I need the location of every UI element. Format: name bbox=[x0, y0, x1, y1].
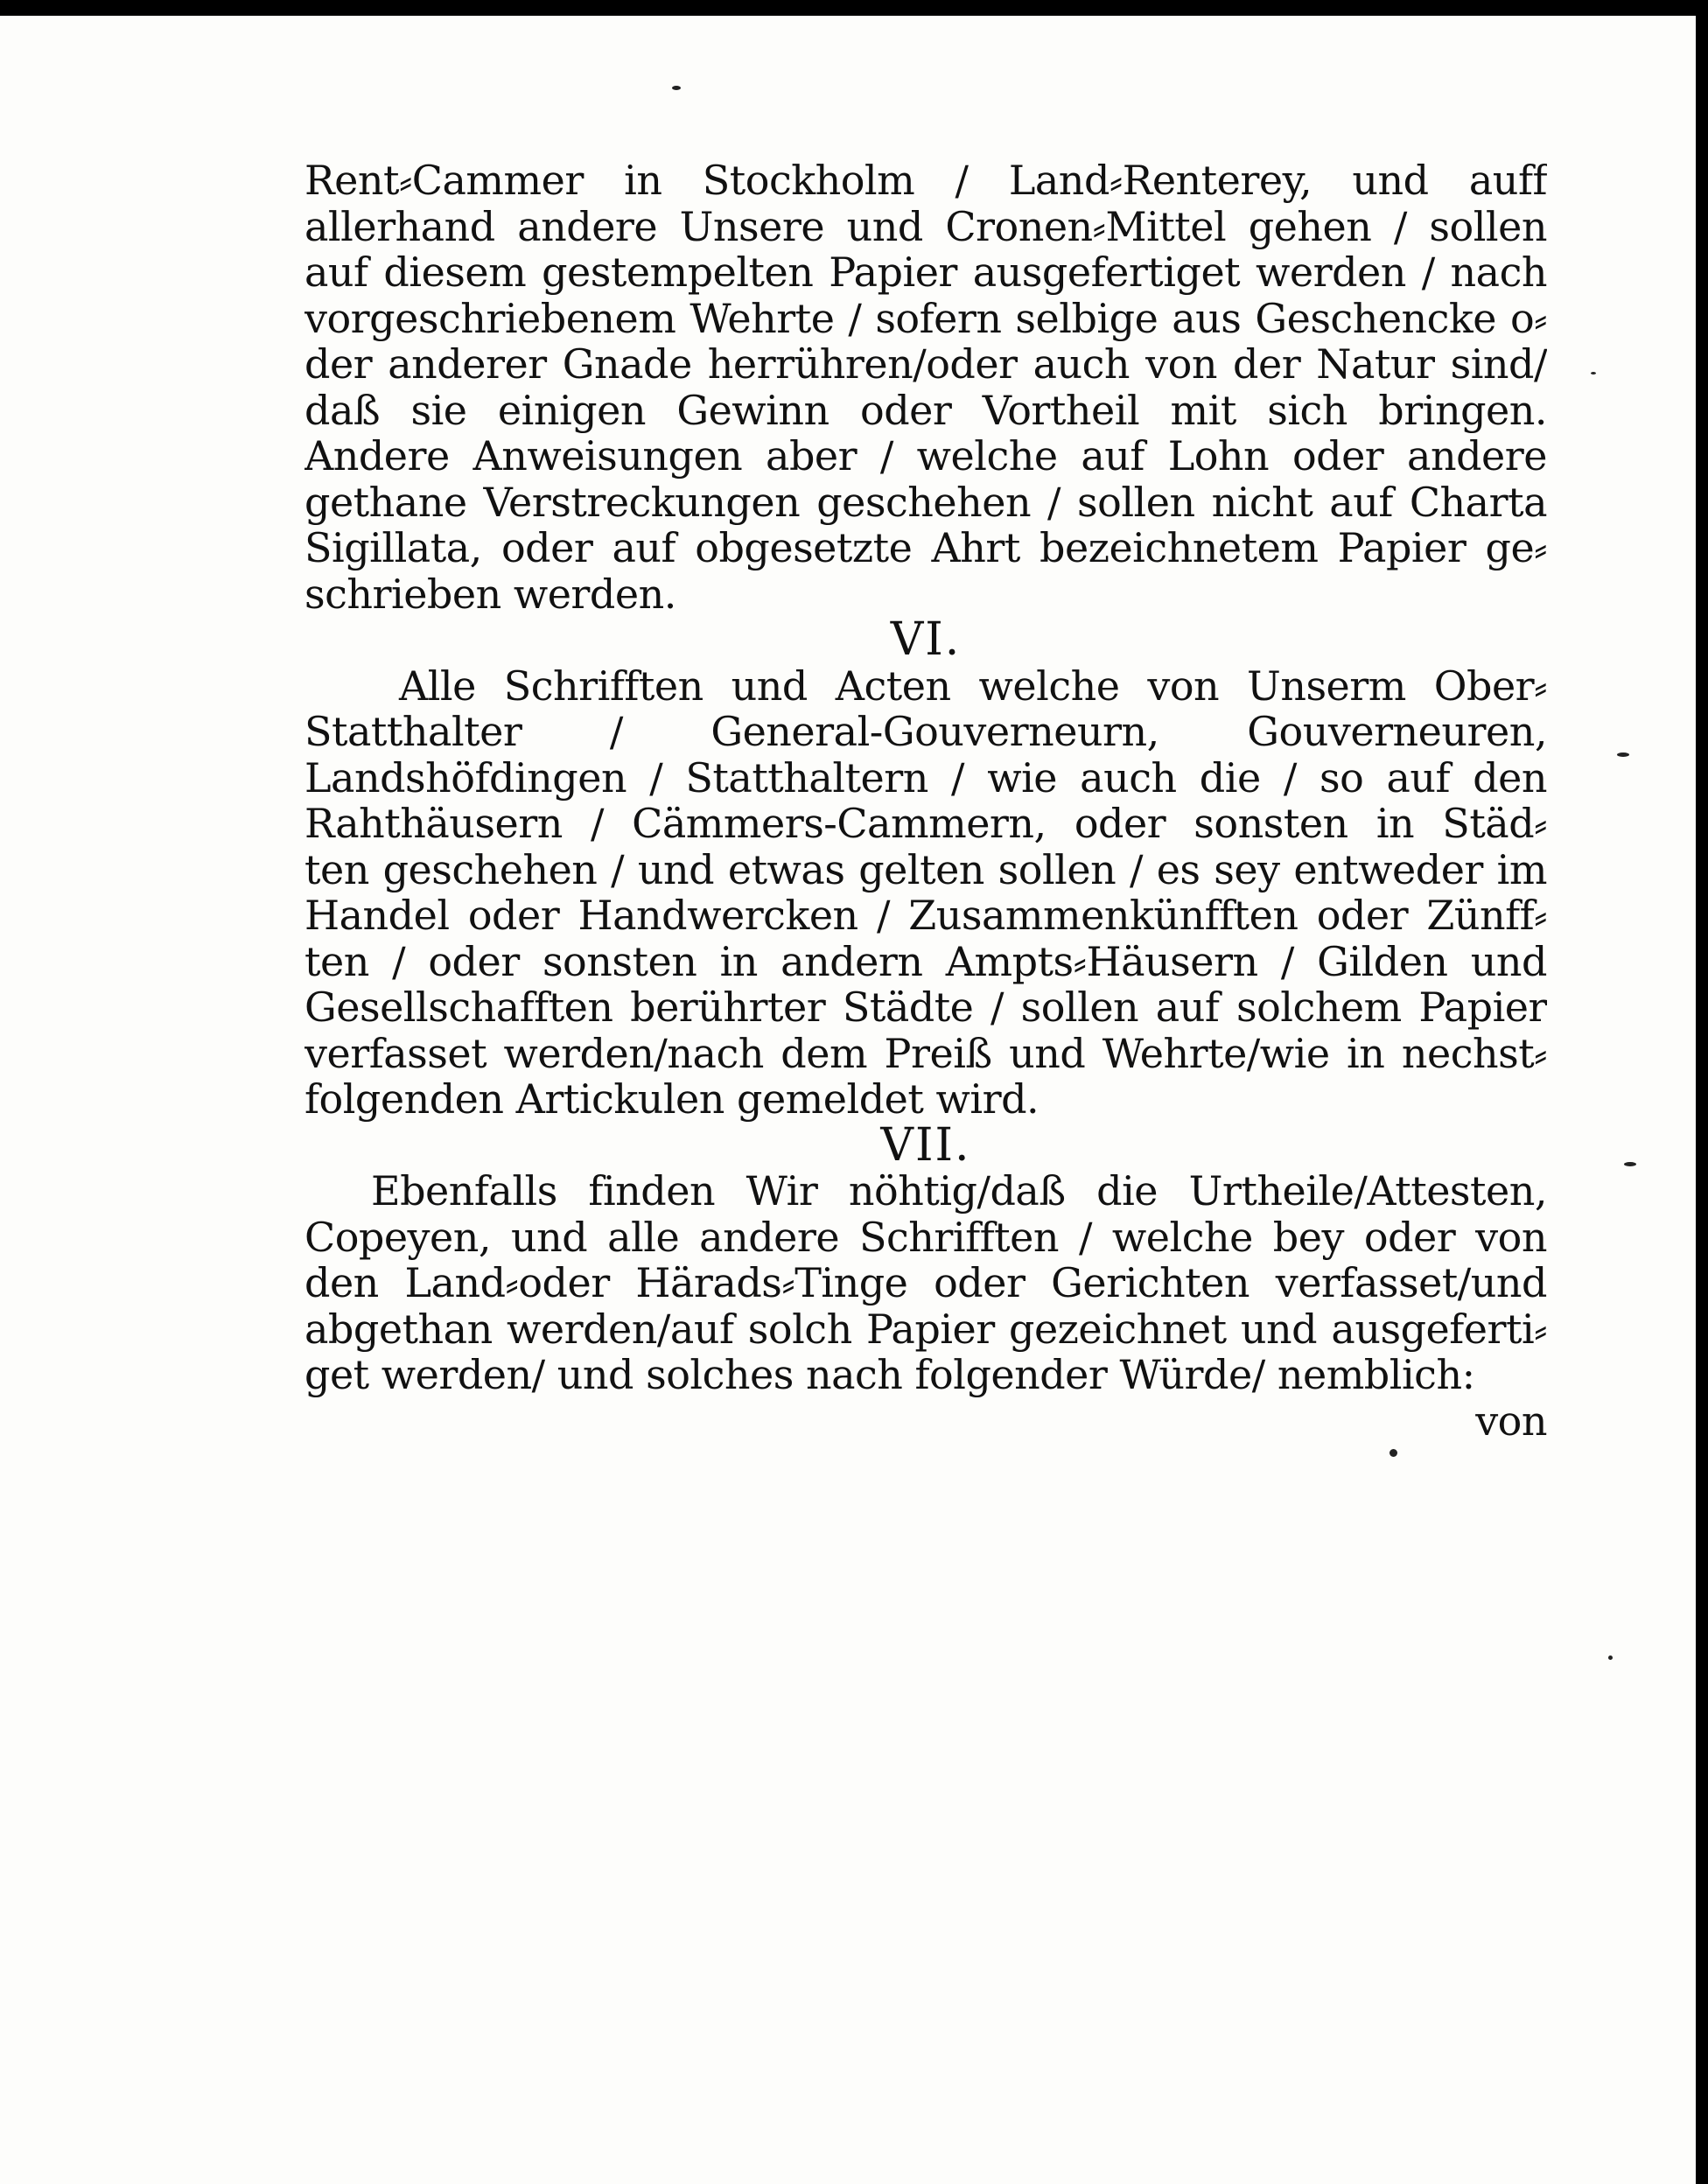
text-line: ten / oder sonsten in andern Ampts⸗Häusern / Gilden und bbox=[304, 938, 1547, 984]
ink-speck bbox=[1390, 1449, 1397, 1457]
text-line: abgethan werden/auf solch Papier gezeichnet und ausgeferti⸗ bbox=[304, 1306, 1547, 1352]
text-line: der anderer Gnade herrühren/oder auch von der Natur sind/ bbox=[304, 341, 1547, 388]
ink-speck bbox=[1591, 372, 1596, 374]
section-vii-text bbox=[304, 1168, 1547, 1444]
catchword: von bbox=[1475, 1397, 1547, 1444]
document-body bbox=[304, 158, 1547, 1444]
text-line: Rahthäusern / Cämmers-Cammern, oder sonsten in Städ⸗ bbox=[304, 801, 1547, 847]
text-line: auf diesem gestempelten Papier ausgefertiget werden / nach bbox=[304, 249, 1547, 296]
text-line: Statthalter / General-Gouverneurn, Gouverneuren, bbox=[304, 709, 1547, 755]
scan-edge bbox=[1696, 16, 1708, 2184]
section-v-text bbox=[304, 158, 1547, 617]
text-line: Landshöfdingen / Statthaltern / wie auch die / so auf den bbox=[304, 754, 1547, 801]
text-line: verfasset werden/nach dem Preiß und Wehrte/wie in nechst⸗ bbox=[304, 1030, 1547, 1076]
ink-speck bbox=[672, 86, 681, 90]
text-line: Sigillata, oder auf obgesetzte Ahrt bezeichnetem Papier ge⸗ bbox=[304, 525, 1547, 571]
text-line: Handel oder Handwercken / Zusammenkünfften oder Zünff⸗ bbox=[304, 892, 1547, 939]
text-line: Copeyen, und alle andere Schrifften / welche bey oder von bbox=[304, 1214, 1547, 1260]
text-line: vorgeschriebenem Wehrte / sofern selbige aus Geschencke o⸗ bbox=[304, 295, 1547, 341]
ink-speck bbox=[1608, 1656, 1613, 1660]
text-line: den Land⸗oder Härads⸗Tinge oder Gerichten verfasset/und bbox=[304, 1260, 1547, 1306]
text-line: gethane Verstreckungen geschehen / sollen nicht auf Charta bbox=[304, 479, 1547, 525]
ink-speck bbox=[1624, 1162, 1636, 1166]
ink-speck bbox=[1617, 752, 1629, 757]
text-line: Andere Anweisungen aber / welche auf Lohn oder andere bbox=[304, 433, 1547, 480]
text-line: allerhand andere Unsere und Cronen⸗Mittel gehen / sollen bbox=[304, 203, 1547, 249]
text-line: schrieben werden. bbox=[304, 570, 676, 617]
text-line: Ebenfalls finden Wir nöhtig/daß die Urtheile/Attesten, bbox=[371, 1168, 1547, 1214]
text-line: daß sie einigen Gewinn oder Vortheil mit sich bringen. bbox=[304, 387, 1547, 433]
section-heading-vi: VI. bbox=[890, 613, 962, 666]
text-line: get werden/ und solches nach folgender Würde/ nemblich: bbox=[304, 1352, 1475, 1398]
text-line: Gesellschafften berührter Städte / sollen auf solchem Papier bbox=[304, 984, 1547, 1031]
text-line: Alle Schrifften und Acten welche von Unserm Ober⸗ bbox=[399, 662, 1547, 709]
text-line: folgenden Artickulen gemeldet wird. bbox=[304, 1076, 1040, 1123]
section-vi-text bbox=[304, 663, 1547, 1123]
section-heading-vii: VII. bbox=[880, 1118, 971, 1172]
text-line: Rent⸗Cammer in Stockholm / Land⸗Renterey, und auff bbox=[304, 158, 1547, 204]
text-line: ten geschehen / und etwas gelten sollen / es sey entweder im bbox=[304, 846, 1547, 892]
